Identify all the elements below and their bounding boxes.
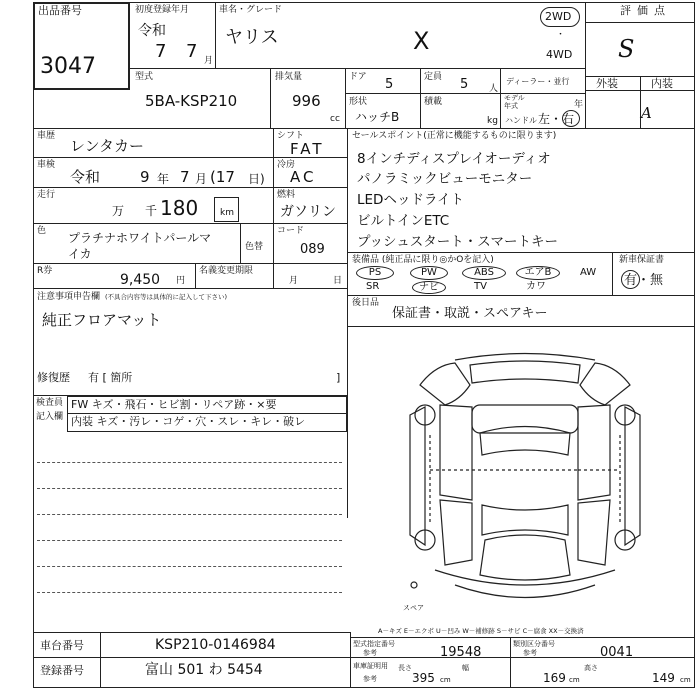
first-reg-month-unit: 月 <box>204 56 214 66</box>
new-car-warranty-value: 有・無 <box>624 273 664 288</box>
sales-point-1: 8インチディスプレイオーディオ <box>357 151 551 167</box>
fuel-label: 燃料 <box>277 190 296 200</box>
divider <box>33 223 347 224</box>
divider <box>347 326 695 327</box>
fuel-value: ガソリン <box>280 204 336 220</box>
handle-label: ハンドル <box>505 116 537 125</box>
lot-label: 出品番号 <box>38 4 82 17</box>
designation-label: 型式指定番号 <box>353 640 395 648</box>
sales-point-3: LEDヘッドライト <box>357 192 465 208</box>
evaluation-label: 評価点 <box>620 4 671 17</box>
cooling-label: 冷房 <box>277 160 296 170</box>
equip-sr: SR <box>366 281 380 292</box>
first-reg-year: 7 <box>155 41 167 62</box>
designation-value: 19548 <box>440 645 482 660</box>
inspection-month: 7 <box>180 168 190 186</box>
interior-label: 内装 <box>651 77 673 90</box>
sales-point-2: パノラミックビューモニター <box>357 171 533 187</box>
inspection-month-unit: 月 <box>195 172 208 186</box>
sales-point-4: ビルトインETC <box>357 213 450 229</box>
divider <box>33 128 695 129</box>
equip-leather: カワ <box>526 281 546 292</box>
body-shape-label: 形状 <box>349 97 368 107</box>
mileage-man: 万 <box>112 204 125 218</box>
inspection-day-unit: 日) <box>248 172 265 186</box>
new-car-warranty-label: 新車保証書 <box>619 255 665 265</box>
model-year-unit: 年 <box>574 100 584 110</box>
divider <box>130 68 585 69</box>
fw-legend: FW キズ・飛石・ヒビ割・リペア跡・×要 <box>71 398 277 411</box>
mileage-unit: km <box>220 208 234 218</box>
color-change-label: 色替 <box>245 242 264 252</box>
lot-number: 3047 <box>40 54 96 79</box>
history-value: レンタカー <box>70 137 145 155</box>
first-reg-era: 令和 <box>138 23 166 39</box>
repair-end: ] <box>336 371 341 384</box>
mileage-sen: 千 <box>145 204 158 218</box>
drive-4wd: 4WD <box>546 48 573 61</box>
load-unit: kg <box>487 116 498 126</box>
dealer-label: ディーラー・並行 <box>506 77 570 86</box>
sales-point-5: プッシュスタート・スマートキー <box>357 234 559 250</box>
cert-sub: 参考 <box>363 675 377 683</box>
mileage-label: 走行 <box>37 190 56 200</box>
divider <box>420 68 421 128</box>
divider <box>67 413 347 414</box>
height-label: 高さ <box>584 664 598 672</box>
notes-sub: (不具合内容等は具体的に記入して下さい) <box>105 293 228 301</box>
doors-label: ドア <box>349 72 367 82</box>
equip-aw: AW <box>580 267 597 278</box>
recycle-label: R券 <box>37 266 53 276</box>
registration-label: 登録番号 <box>40 664 84 677</box>
equip-navi: ナビ <box>412 281 446 294</box>
divider <box>347 252 695 253</box>
equip-airbag: エアB <box>516 266 560 280</box>
category-value: 0041 <box>600 645 634 660</box>
doors-value: 5 <box>385 77 394 92</box>
load-label: 積載 <box>424 97 443 107</box>
dashed-line <box>37 488 342 489</box>
name-change-month: 月 <box>289 276 299 286</box>
category-sub: 参考 <box>523 649 537 657</box>
displacement-value: 996 <box>292 92 321 110</box>
inspection-day: (17 <box>210 168 235 186</box>
recycle-value: 9,450 <box>120 272 161 288</box>
car-name: ヤリス <box>225 27 279 48</box>
sales-points-label: セールスポイント(正常に機能するものに限ります) <box>352 131 557 141</box>
width-value: 169 <box>543 671 566 685</box>
later-items-label: 後日品 <box>352 298 380 308</box>
capacity-value: 5 <box>460 77 469 92</box>
inspector-label-1: 検査員 <box>36 398 64 408</box>
notes-label: 注意事項申告欄 <box>37 292 101 302</box>
evaluation-score: S <box>618 35 635 63</box>
first-reg-label: 初度登録年月 <box>135 5 190 15</box>
category-label: 類別区分番号 <box>513 640 555 648</box>
divider <box>585 2 586 128</box>
divider <box>347 128 348 518</box>
equip-pw: PW <box>410 266 448 280</box>
dashed-line <box>37 514 342 515</box>
damage-legend: A－キズ E－エクボ U－凹み W－補修跡 S－サビ C－腐食 XX－交換済 <box>378 627 584 635</box>
drive-2wd: 2WD <box>545 10 572 23</box>
equipment-label: 装備品 (純正品に限り◎かOを記入) <box>352 255 494 265</box>
recycle-unit: 円 <box>176 276 186 286</box>
interior-grade: A <box>641 104 652 122</box>
spare-label: スペア <box>403 604 424 612</box>
history-label: 車歴 <box>37 131 56 141</box>
inspection-label: 車検 <box>37 160 56 170</box>
cooling-value: AC <box>290 168 317 186</box>
divider <box>347 295 695 296</box>
divider <box>33 632 350 633</box>
inspector-label-2: 記入欄 <box>36 412 64 422</box>
first-reg-month: 7 <box>186 41 198 62</box>
dashed-line <box>37 540 342 541</box>
interior-legend: 内装 キズ・汚レ・コゲ・穴・スレ・キレ・破レ <box>71 415 306 428</box>
divider <box>350 632 351 688</box>
color-value-line1: プラチナホワイトパールマ <box>68 231 212 245</box>
shift-value: FAT <box>290 140 325 158</box>
chassis-label: 車台番号 <box>40 639 84 652</box>
color-code: 089 <box>300 242 325 257</box>
divider <box>273 128 274 288</box>
mileage-value: 180 <box>160 196 199 220</box>
designation-sub: 参考 <box>363 649 377 657</box>
chassis-value: KSP210-0146984 <box>155 637 276 653</box>
divider <box>33 288 347 289</box>
length-unit: cm <box>440 676 451 684</box>
divider <box>270 68 271 128</box>
height-value: 149 <box>652 671 675 685</box>
color-label: 色 <box>37 226 47 236</box>
repair-label: 修復歴 <box>37 371 70 384</box>
color-value-line2: イカ <box>68 247 92 261</box>
name-change-label: 名義変更期限 <box>199 266 254 276</box>
divider <box>195 263 196 288</box>
length-value: 395 <box>412 671 435 685</box>
drive-dot: ・ <box>556 30 566 40</box>
mileage-unit-box <box>214 197 239 222</box>
cert-label: 車庫証明用 <box>353 662 388 670</box>
dashed-line <box>37 462 342 463</box>
handle-selected-circle <box>562 110 580 127</box>
divider <box>240 223 241 263</box>
divider <box>350 637 695 638</box>
notes-value: 純正フロアマット <box>42 311 162 329</box>
height-unit: cm <box>680 676 691 684</box>
divider <box>612 252 613 295</box>
divider <box>100 632 101 688</box>
body-shape-value: ハッチB <box>355 110 400 124</box>
equip-tv: TV <box>474 281 487 292</box>
displacement-label: 排気量 <box>275 72 303 82</box>
inspection-year-unit: 年 <box>157 172 170 186</box>
divider <box>585 22 695 23</box>
name-change-day: 日 <box>333 276 343 286</box>
width-unit: cm <box>569 676 580 684</box>
displacement-unit: cc <box>330 114 340 124</box>
inspection-era: 令和 <box>70 168 101 186</box>
dashed-line <box>37 566 342 567</box>
shift-label: シフト <box>277 131 305 141</box>
model-label: 型式 <box>135 72 154 82</box>
capacity-unit: 人 <box>489 84 499 94</box>
registration-value: 富山 501 わ 5454 <box>145 662 263 678</box>
color-code-prefix: コード <box>277 226 305 236</box>
divider <box>500 68 501 128</box>
divider <box>510 637 511 688</box>
divider <box>215 2 216 68</box>
length-label: 長さ <box>398 664 412 672</box>
handle-value: 左・右 <box>538 112 575 126</box>
divider <box>345 68 346 128</box>
model-year-label: モデル 年式 <box>504 94 525 110</box>
car-diagram <box>400 345 650 615</box>
exterior-label: 外装 <box>596 77 618 90</box>
divider <box>33 187 347 188</box>
capacity-label: 定員 <box>424 72 443 82</box>
model-value: 5BA-KSP210 <box>145 92 238 110</box>
inspection-year: 9 <box>140 168 150 186</box>
equip-abs: ABS <box>462 266 506 280</box>
later-items-value: 保証書・取説・スペアキー <box>392 306 548 321</box>
width-label: 幅 <box>462 664 469 672</box>
car-grade: X <box>413 27 430 55</box>
car-name-label: 車名・グレード <box>219 5 283 15</box>
warranty-selected-circle <box>621 270 640 289</box>
divider <box>33 263 347 264</box>
equip-ps: PS <box>356 266 394 280</box>
repair-value: 有 [ 箇所 <box>88 371 133 384</box>
dashed-line <box>37 592 342 593</box>
